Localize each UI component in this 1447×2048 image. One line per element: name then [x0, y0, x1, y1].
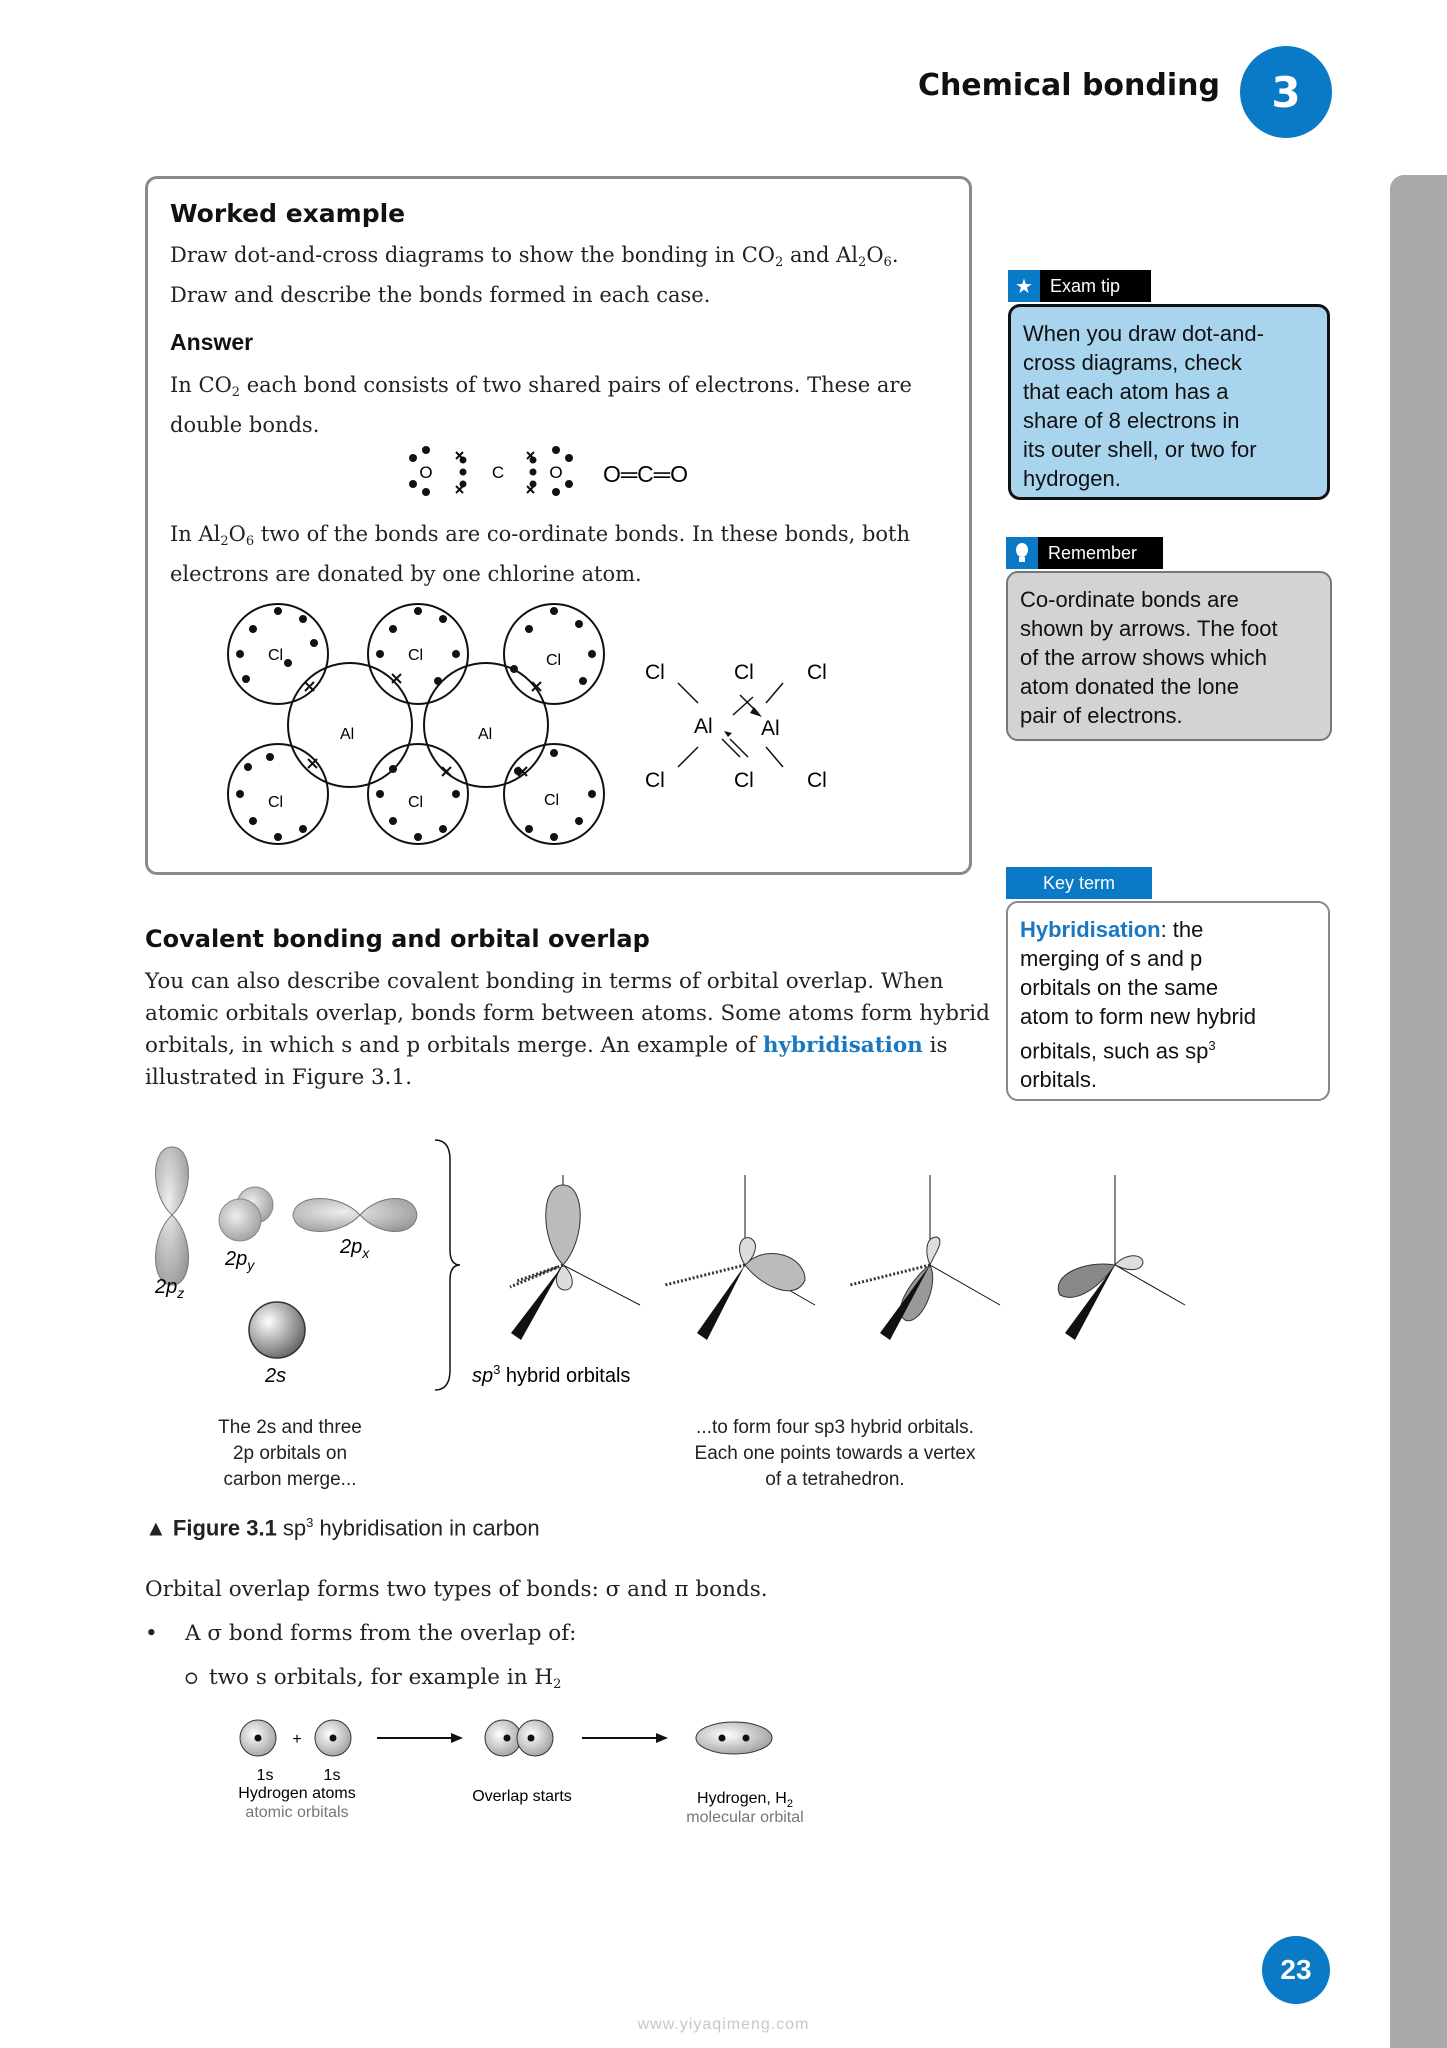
figure-right-caption — [640, 1415, 1030, 1493]
question-text: O — [866, 243, 884, 267]
hybridisation-keyword: hybridisation — [762, 1033, 923, 1058]
co2-dot-cross-diagram — [403, 442, 723, 502]
al-label: Al — [478, 726, 493, 743]
exam-tip-line: that each atom has a — [1023, 379, 1229, 404]
key-term-line: orbitals. — [1020, 1067, 1098, 1093]
remember-line: pair of electrons. — [1020, 703, 1183, 728]
remember-line: of the arrow shows which — [1020, 645, 1267, 670]
key-term-text: : the — [1160, 917, 1204, 942]
key-term-line: orbitals, such as sp — [1020, 1038, 1209, 1064]
molecular-orbital-label: molecular orbital — [686, 1809, 804, 1826]
caption-line: The 2s and three — [218, 1417, 362, 1438]
exam-tip-line: When you draw dot-and- — [1023, 321, 1264, 346]
co2-c-label: C — [491, 463, 505, 482]
subscript: 2 — [553, 1677, 562, 1692]
key-term-tab — [1006, 867, 1152, 899]
cl-label: Cl — [408, 647, 424, 664]
caption-line: ...to form four sp3 hybrid orbitals. — [696, 1417, 974, 1438]
worked-example-title: Worked example — [170, 199, 406, 228]
sp3-orbitals-label: $sp^3$ hybrid orbitals — [472, 1362, 631, 1387]
sub-bullet-text: two s orbitals, for example in H — [209, 1665, 554, 1690]
hydrogen-atoms-label: Hydrogen atoms — [238, 1785, 356, 1802]
remember-line: shown by arrows. The foot — [1020, 616, 1278, 641]
co2-structural-formula: O═C═O — [603, 461, 688, 487]
key-term-line: atom to form new hybrid — [1020, 1004, 1256, 1029]
cl-label: Cl — [645, 661, 665, 684]
al-label: Al — [694, 715, 713, 738]
cl-label: Cl — [268, 794, 284, 811]
co2-o-label: O — [549, 463, 563, 482]
bullet-item — [145, 1618, 576, 1650]
figure-left-caption — [165, 1415, 415, 1493]
section-heading: Covalent bonding and orbital overlap — [145, 925, 650, 953]
cl-label: Cl — [544, 792, 560, 809]
cl-label: Cl — [645, 769, 665, 792]
key-term-line: orbitals on the same — [1020, 975, 1219, 1000]
cl-label: Cl — [408, 794, 424, 811]
remember-line: atom donated the lone — [1020, 674, 1239, 699]
remember-tab — [1006, 537, 1163, 569]
answer-text: two of the bonds are co-ordinate bonds. In these bonds, both — [254, 522, 911, 546]
remember-line: Co-ordinate bonds are — [1020, 587, 1239, 612]
superscript: 3 — [306, 1515, 314, 1530]
caption-line: Each one points towards a vertex — [694, 1443, 976, 1464]
exam-tip-label: Exam tip — [1050, 275, 1121, 296]
answer-heading: Answer — [170, 329, 254, 355]
key-term-line: merging of s and p — [1020, 946, 1203, 971]
figure-caption — [145, 1515, 540, 1541]
sub-bullet-item — [185, 1662, 561, 1701]
plus-sign: + — [292, 1731, 302, 1748]
remember-box — [1006, 571, 1332, 741]
exam-tip-line: cross diagrams, check — [1023, 350, 1242, 375]
exam-tip-tab — [1008, 270, 1151, 302]
circle-bullet-icon: ⭘ — [185, 1669, 198, 1688]
worked-example-box — [145, 176, 972, 875]
cl-label: Cl — [807, 661, 827, 684]
subscript: 6 — [883, 255, 892, 270]
caption-line: 2p orbitals on — [232, 1443, 348, 1464]
key-term-box — [1006, 901, 1330, 1101]
question-text: Draw and describe the bonds formed in each case. — [170, 283, 711, 307]
bullet-icon: • — [145, 1621, 158, 1646]
subscript: 2 — [231, 385, 241, 400]
cl-label: Cl — [268, 647, 284, 664]
paragraph-line: atomic orbitals overlap, bonds form between atoms. Some atoms form hybrid — [145, 1001, 990, 1026]
subscript: 2 — [220, 534, 229, 549]
answer-text: electrons are donated by one chlorine atom. — [170, 562, 642, 586]
al2cl6-dot-cross-diagram — [228, 599, 827, 859]
answer-text: O — [228, 522, 246, 546]
star-icon: ★ — [1008, 270, 1040, 302]
1s-label: 1s — [323, 1767, 341, 1784]
key-term-word: Hybridisation — [1020, 917, 1161, 942]
page-number: 23 — [1262, 1936, 1330, 2004]
al-label: Al — [340, 726, 355, 743]
triangle-icon: ▲ — [145, 1515, 173, 1541]
al-label: Al — [761, 717, 780, 740]
exam-tip-box — [1008, 304, 1330, 500]
exam-tip-line: hydrogen. — [1023, 466, 1121, 491]
orbital-2s-label: 2s — [265, 1365, 287, 1387]
caption-text: sp — [276, 1515, 307, 1541]
question-text: . — [891, 243, 899, 267]
orbital-2pz-label: $2p_z$ — [155, 1276, 185, 1301]
caption-line: carbon merge... — [223, 1469, 357, 1490]
worked-example-question — [170, 239, 899, 311]
question-text: and Al — [783, 243, 859, 267]
answer-text: In CO — [170, 373, 232, 397]
bullet-text: A σ bond forms from the overlap of: — [185, 1621, 577, 1646]
cl-label: Cl — [734, 661, 754, 684]
watermark: www.yiyaqimeng.com — [637, 2016, 810, 2033]
answer-text: each bond consists of two shared pairs of electrons. These are — [240, 373, 912, 397]
al2cl6-explanation — [170, 518, 910, 590]
caption-line: of a tetrahedron. — [765, 1469, 905, 1490]
atomic-orbitals-label: atomic orbitals — [245, 1804, 349, 1821]
1s-label: 1s — [256, 1767, 274, 1784]
chapter-title: Chemical bonding — [917, 68, 1220, 103]
paragraph-text: is — [922, 1033, 948, 1058]
subscript: 2 — [858, 255, 867, 270]
answer-text: double bonds. — [170, 413, 320, 437]
chapter-number-badge: 3 — [1240, 46, 1332, 138]
co2-o-label: O — [419, 463, 433, 482]
cl-label: Cl — [734, 769, 754, 792]
orbital-overlap-intro: Orbital overlap forms two types of bonds: σ and π bonds. — [145, 1577, 768, 1602]
section-paragraph — [145, 966, 990, 1094]
paragraph-text: orbitals, in which s and p orbitals merge. An example of — [145, 1033, 763, 1058]
answer-text: In Al — [170, 522, 221, 546]
sp3-hybridisation-figure — [145, 1135, 1245, 1395]
paragraph-line: illustrated in Figure 3.1. — [145, 1065, 413, 1090]
lightbulb-icon — [1006, 537, 1038, 569]
key-term-label: Key term — [1042, 872, 1116, 893]
cl-label: Cl — [546, 652, 562, 669]
orbital-2py-label: $2p_y$ — [225, 1248, 255, 1273]
question-text: Draw dot-and-cross diagrams to show the bonding in CO — [170, 243, 776, 267]
caption-text: hybridisation in carbon — [313, 1515, 540, 1541]
h2-overlap-diagram — [225, 1710, 845, 1830]
subscript: 6 — [245, 534, 255, 549]
exam-tip-line: share of 8 electrons in — [1023, 408, 1240, 433]
orbital-2px-label: $2p_x$ — [340, 1236, 370, 1261]
paragraph-line: You can also describe covalent bonding in terms of orbital overlap. When — [145, 969, 944, 994]
figure-label: Figure 3.1 — [172, 1515, 277, 1541]
subscript: 2 — [775, 255, 784, 270]
hydrogen-h2-label: Hydrogen, $H_2$ — [697, 1790, 793, 1810]
exam-tip-line: its outer shell, or two for — [1023, 437, 1257, 462]
superscript: 3 — [1208, 1038, 1216, 1053]
page-edge-tab — [1390, 175, 1447, 2048]
co2-explanation — [170, 369, 912, 441]
overlap-starts-label: Overlap starts — [472, 1788, 572, 1805]
cl-label: Cl — [807, 769, 827, 792]
remember-label: Remember — [1048, 542, 1138, 563]
